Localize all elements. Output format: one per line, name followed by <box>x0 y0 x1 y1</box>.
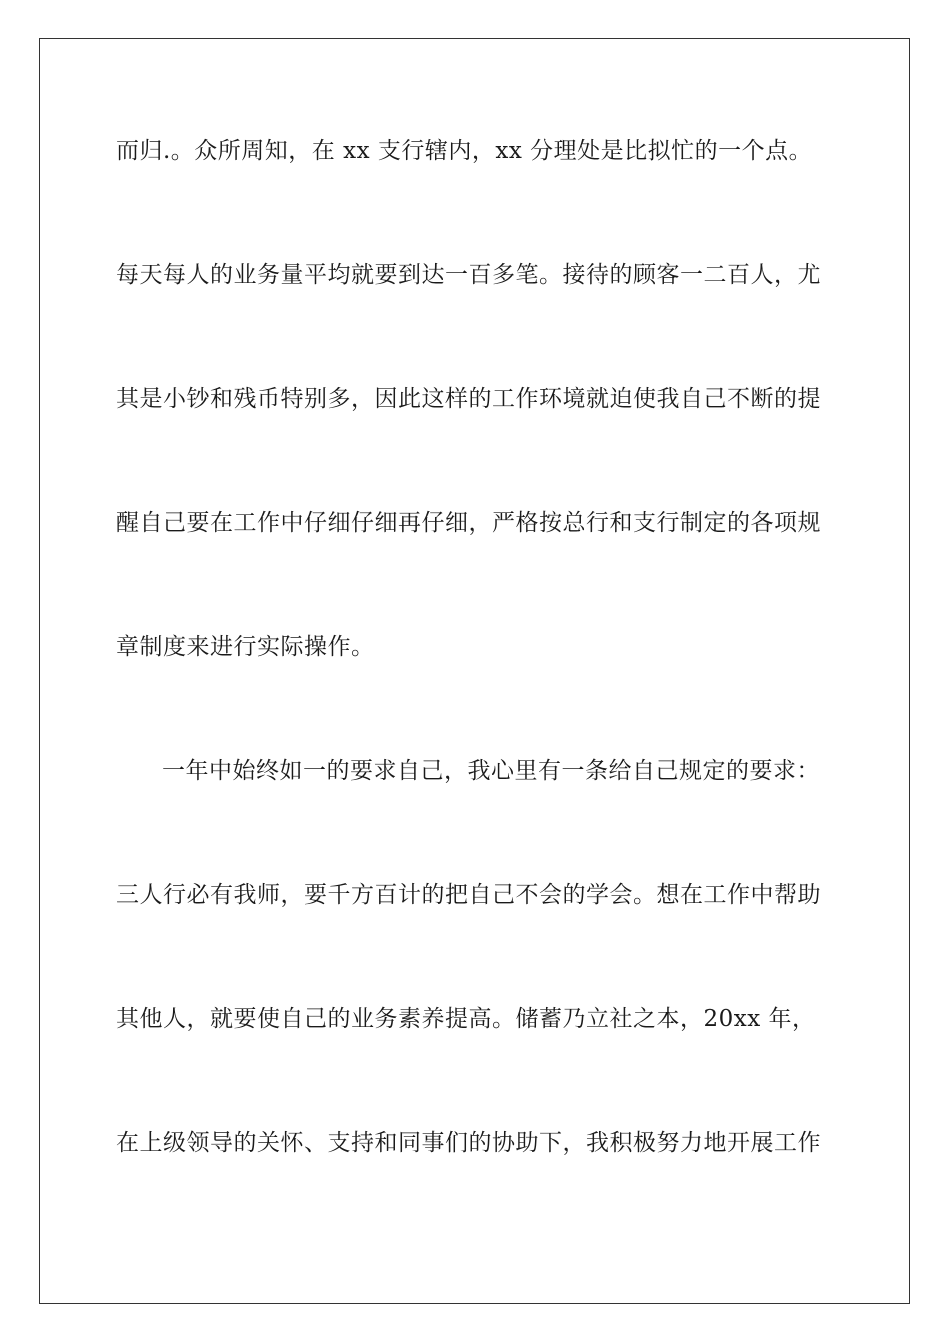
text-line: 其他人，就要使自己的业务素养提高。储蓄乃立社之本，20xx 年， <box>116 1006 816 1032</box>
page-border <box>39 38 910 1304</box>
text-line: 而归.。众所周知，在 xx 支行辖内，xx 分理处是比拟忙的一个点。 <box>116 138 813 164</box>
text-line: 其是小钞和残币特别多，因此这样的工作环境就迫使我自己不断的提 <box>116 386 821 412</box>
text-line: 在上级领导的关怀、支持和同事们的协助下，我积极努力地开展工作 <box>116 1130 821 1156</box>
text-line: 醒自己要在工作中仔细仔细再仔细，严格按总行和支行制定的各项规 <box>116 510 821 536</box>
text-line: 章制度来进行实际操作。 <box>116 634 375 660</box>
paragraph-first-line: 一年中始终如一的要求自己，我心里有一条给自己规定的要求： <box>162 758 820 784</box>
text-line: 每天每人的业务量平均就要到达一百多笔。接待的顾客一二百人，尤 <box>116 262 821 288</box>
text-line: 三人行必有我师，要千方百计的把自己不会的学会。想在工作中帮助 <box>116 882 821 908</box>
